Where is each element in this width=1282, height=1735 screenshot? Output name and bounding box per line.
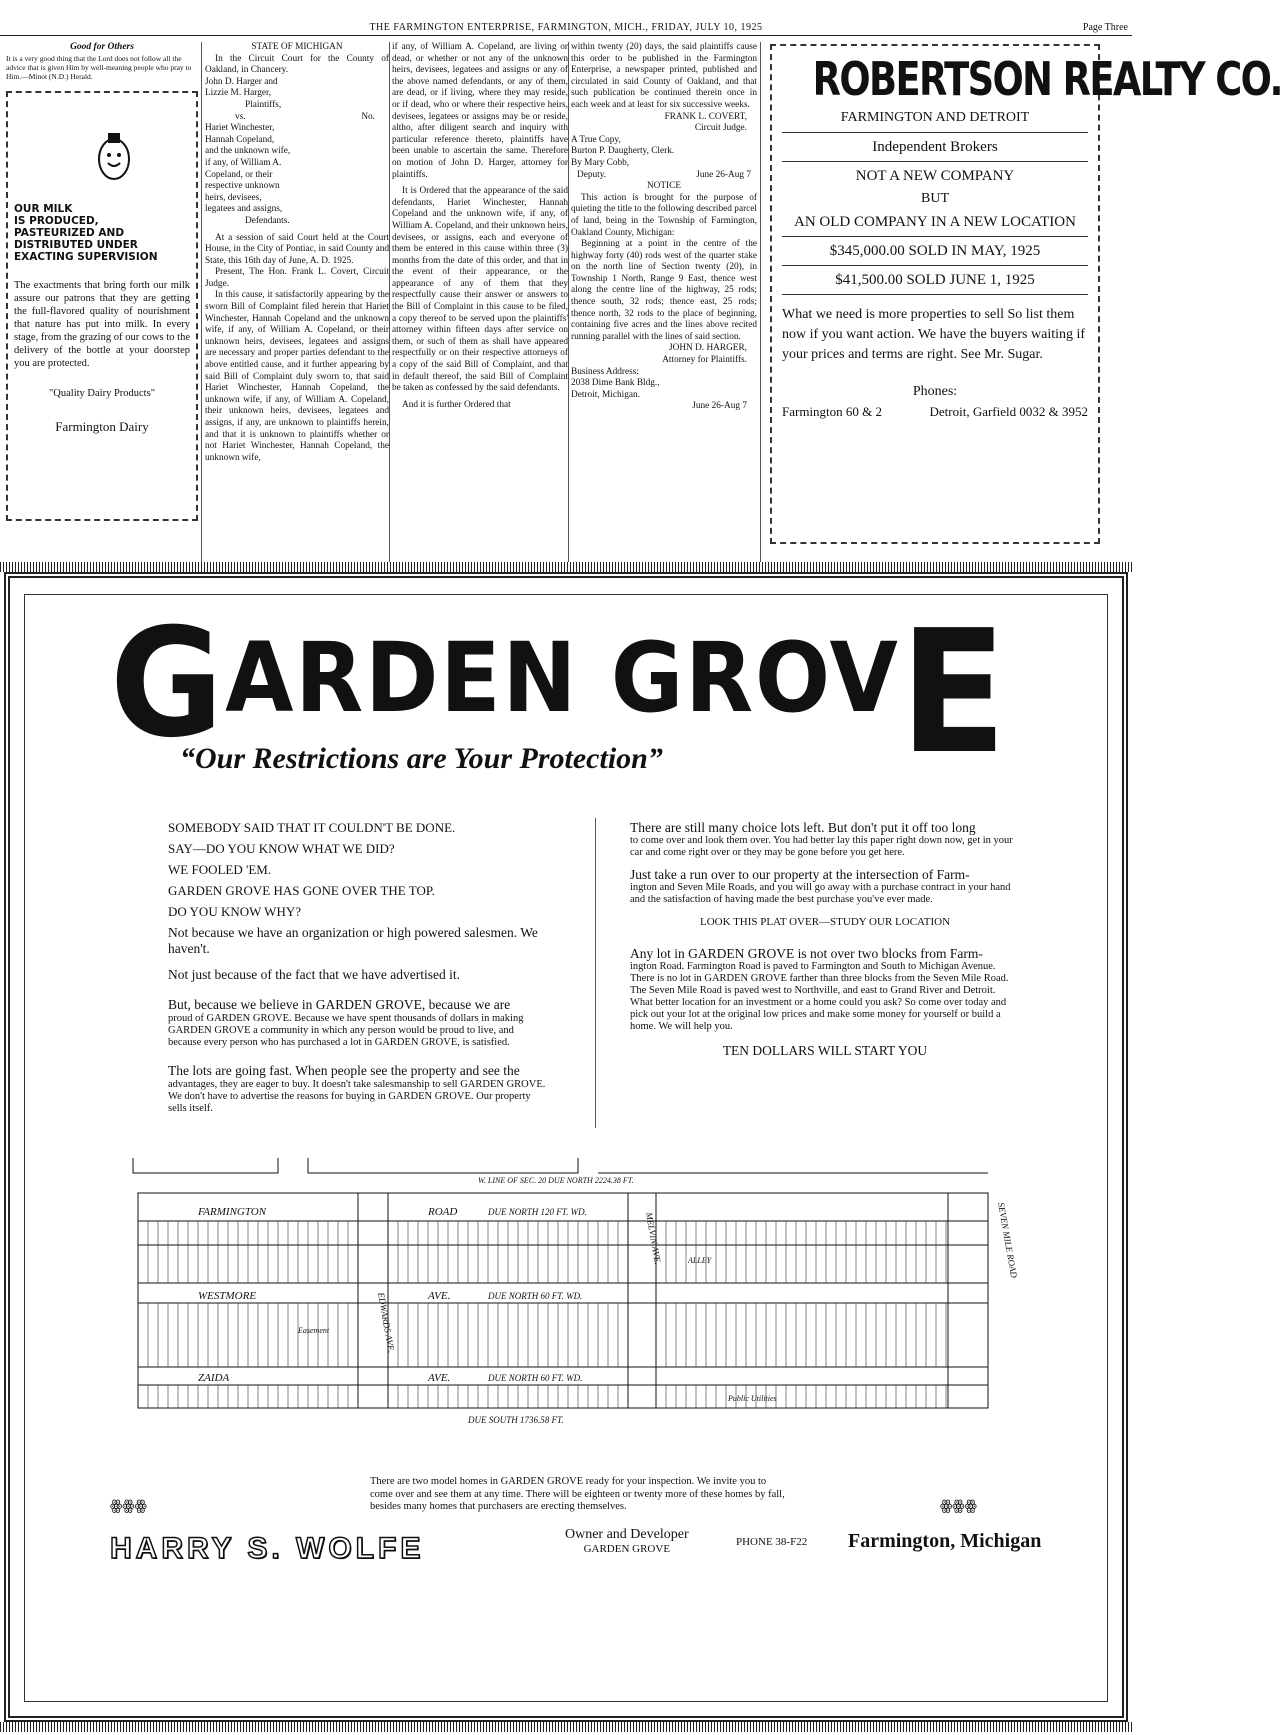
page-number: Page Three — [1082, 22, 1128, 33]
ad-right-copy: There are still many choice lots left. But don't put it off too long to come over and look them over. You had better lay this paper right down now, get in your car and come right over or they may be gone before you get here. Just take a run over to our property at the intersection of Farm- ington and Seven Mile Roads, and you will go away with a purchase contract in your hand and the satisfaction of having made the best purchase you've ever made. LOOK THIS PLAT OVER—STUDY OUR LOCATION Any lot in GARDEN GROVE is not over two blocks from Farm- ington Road. Farmington Road is paved to Farmington and South to Michigan Avenue. There is no lot in GARDEN GROVE farther than three blocks from the Seven Mile Road. The Seven Mile Road is paved west to Northville, and east to Grand River and Detroit. What better location for an investment or a home could you ask? So come over today and pick out your lot at the original low prices and make some money for yourself or build a home. We will help you. TEN DOLLARS WILL START YOU — [630, 820, 1013, 1058]
svg-text:AVE.: AVE. — [428, 1290, 451, 1302]
developer-name: HARRY S. WOLFE — [110, 1532, 425, 1565]
column-rule — [389, 42, 390, 562]
column-dairy — [6, 42, 198, 521]
quote-title: Good for Others — [70, 42, 134, 52]
svg-text:DUE NORTH 120 FT. WD.: DUE NORTH 120 FT. WD. — [488, 1207, 587, 1217]
masthead-title: THE FARMINGTON ENTERPRISE, FARMINGTON, MICH., FRIDAY, JULY 10, 1925 — [369, 22, 763, 33]
svg-text:Public Utilities: Public Utilities — [728, 1394, 777, 1403]
column-legal-3: within twenty (20) days, the said plaintiffs cause this order to be published in the Farmington Enterprise, a newspaper printed, published and circulated in said County of Oakland, and that such publication be continued therein once in each week and at least for six successive weeks. FRANK L. COVERT, Circuit Judge. A True Copy, Burton P. Daugherty, Clerk. By Mary Cobb, Deputy. June 26-Aug 7 NOTICE This action is brought for the purpose of quieting the title to the following described parcel of land, being in the Township of Farmington, Oakland County, Michigan: Beginning at a point in the centre of the highway forty (40) rods west of the quarter stake on the north line of Section twenty (20), in Township 1 North, Range 9 East, thence west along the centre line of the highway, 25 rods; thence south, 32 rods; thence east, 25 rods; thence north, 32 rods to the place of beginning, containing five acres and the lines above recited running parallel with the lines of said section. JOHN D. HARGER, Attorney for Plaintiffs. Business Address: 2038 Dime Bank Bldg., Detroit, Michigan. June 26-Aug 7 — [571, 42, 757, 412]
bottom-rule — [0, 1722, 1132, 1732]
svg-text:ALLEY: ALLEY — [688, 1256, 712, 1265]
phone-number: PHONE 38-F22 — [736, 1536, 808, 1548]
city-name: Farmington, Michigan — [848, 1530, 1042, 1552]
column-rule — [568, 42, 569, 562]
robertson-title: ROBERTSON REALTY CO. — [812, 52, 1282, 106]
divider-rule — [0, 562, 1132, 572]
plat-road-westmore: WESTMORE — [198, 1290, 257, 1302]
plat-top-line: W. LINE OF SEC. 20 DUE NORTH 2224.38 FT. — [478, 1176, 634, 1185]
garden-grove-ad — [4, 572, 1128, 1722]
ornament-icon: ꙮꙮꙮ — [940, 1499, 977, 1514]
plat-road-farmington: FARMINGTON — [198, 1206, 267, 1218]
column-legal-2: if any, of William A. Copeland, are living or dead, or whether or not any of the unknown heirs, devisees, legatees and assigns or any of the above named defendants, or any of them, are dead, or if living, where they may reside, or if dead, who or where their respective heirs, devisees, legatees or assigns may be or reside, altho, after diligent search and inquiry with particular reference thereto, plaintiffs have been unable to ascertain the same. Therefore on motion of John D. Harger, attorney for plaintiffs. It is Ordered that the appearance of the said defendants, Hariet Winchester, Hannah Copeland and the unknown wife, if any, of William A. Copeland, and their unknown heirs, devisees, or assigns, each and everyone of them be entered in this cause within three (3) months from the date of this order, and that in the event of their appearance, or the appearance of any of them that they respectfully cause their answer or answers to the Bill of Complaint in this cause to be filed, a copy thereof to be served upon the plaintiffs' attorney within fifteen days after service on them, or such of them as shall have appeared respectfully or on their respective attorneys of a copy of the said Bill of Complaint, and that in default thereof, the said Bill of Complaint be taken as confessed by the said defendants. And it is further Ordered that — [392, 42, 568, 410]
plat-edwards: EDWARDS AVE. — [376, 1291, 397, 1354]
dairy-ad — [6, 91, 198, 521]
garden-grove-slogan: “Our Restrictions are Your Protection” — [180, 742, 663, 775]
ad-left-copy: SOMEBODY SAID THAT IT COULDN'T BE DONE. SAY—DO YOU KNOW WHAT WE DID? WE FOOLED 'EM. GARDEN GROVE HAS GONE OVER THE TOP. DO YOU KNOW WHY? Not because we have an organization or high powered salesmen. We haven't. Not just because of the fact that we have advertised it. But, because we believe in GARDEN GROVE, because we are proud of GARDEN GROVE. Because we have spent thousands of dollars in making GARDEN GROVE a community in which any person would be proud to live, and because every person who has purchased a lot in GARDEN GROVE, is satisfied. The lots are going fast. When people see the property and see the advantages, they are eager to buy. It doesn't take salesmanship to sell GARDEN GROVE. We don't have to advertise the reasons for buying in GARDEN GROVE. Our property sells itself. — [168, 820, 546, 1114]
dairy-body: The exactments that bring forth our milk assure our patrons that they are getting the full-flavored quality of nourishment that nature has put into milk. In every stage, from the grazing of our cows to the delivery of the bottle at your doorstep you are protected. — [14, 279, 190, 369]
column-rule — [760, 42, 761, 562]
notice-heading: NOTICE — [646, 181, 682, 192]
milk-bottle-icon — [96, 129, 132, 183]
ornament-icon: ꙮꙮꙮ — [110, 1499, 147, 1514]
robertson-realty-ad: ROBERTSON REALTY CO. FARMINGTON AND DETROIT Independent Brokers NOT A NEW COMPANY BUT AN OLD COMPANY IN A NEW LOCATION $345,000.00 SOLD IN MAY, 1925 $41,500.00 SOLD JUNE 1, 1925 What we need is more properties to sell So list them now if you want action. We have the buyers waiting if your prices and terms are right. See Mr. Sugar. Phones: Farmington 60 & 2 Detroit, Garfield 0032 & 3952 — [770, 44, 1100, 544]
plat-melvin: MELVIN AVE. — [644, 1211, 664, 1266]
plat-map — [128, 1153, 1018, 1433]
garden-grove-title: GARDEN GROVE — [110, 594, 1009, 792]
svg-text:AVE.: AVE. — [428, 1372, 451, 1384]
svg-text:DUE NORTH 60 FT. WD.: DUE NORTH 60 FT. WD. — [488, 1373, 583, 1383]
svg-text:DUE NORTH 60 FT. WD.: DUE NORTH 60 FT. WD. — [488, 1291, 583, 1301]
plat-seven-mile: SEVEN MILE ROAD — [996, 1201, 1020, 1279]
legal-heading: STATE OF MICHIGAN — [251, 42, 343, 52]
dairy-name: Farmington Dairy — [55, 419, 149, 435]
svg-text:Easement: Easement — [298, 1326, 330, 1335]
developer-title: Owner and Developer GARDEN GROVE — [565, 1527, 689, 1555]
quote-body: It is a very good thing that the Lord does not follow all the advice that is given Him by well-meaning people who pray to Him.—Minot (N.D.) Herald. — [6, 53, 192, 81]
dairy-headline: OUR MILK IS PRODUCED, PASTEURIZED AND DISTRIBUTED UNDER EXACTING SUPERVISION — [14, 202, 158, 263]
column-rule — [201, 42, 202, 562]
plat-road-zaida: ZAIDA — [198, 1372, 230, 1384]
column-legal-1: STATE OF MICHIGAN In the Circuit Court for the County of Oakland, in Chancery. John D. Harger and Lizzie M. Harger, Plaintiffs, vs. No. Hariet Winchester, Hannah Copeland, and the unknown wife, if any, of William A. Copeland, or their respective unknown heirs, devisees, legatees and assigns, Defendants. At a session of said Court held at the Court House, in the City of Pontiac, in said County and State, this 16th day of June, A. D. 1925. Present, The Hon. Frank L. Covert, Circuit Judge. In this cause, it satisfactorily appearing by the sworn Bill of Complaint filed herein that Hariet Winchester, Hannah Copeland and the unknown wife, if any, of William A. Copeland, or their unknown heirs, devisees, legatees and assigns are necessary and proper parties defendant to the above entitled cause, and it further appearing by said Bill of Complaint duly sworn to, that said Hariet Winchester, Hannah Copeland, the unknown wife, if any, of William A. Copeland, their unknown heirs, devisees, legatees and assigns, if any, are unknown to plaintiffs herein, and that it is unknown to plaintiffs whether or not Hariet Winchester, Hannah Copeland, the unknown wife, — [205, 42, 389, 463]
dairy-slogan: "Quality Dairy Products" — [49, 387, 155, 399]
svg-text:ROAD: ROAD — [428, 1206, 458, 1218]
plat-bottom-line: DUE SOUTH 1736.58 FT. — [468, 1415, 564, 1425]
masthead — [0, 20, 1132, 36]
model-homes-text: There are two model homes in GARDEN GROVE ready for your inspection. We invite you to come over and see them at any time. There will be eighteen or twenty more of these homes by fall, besides many homes that purchasers are erecting themselves. — [370, 1476, 785, 1512]
